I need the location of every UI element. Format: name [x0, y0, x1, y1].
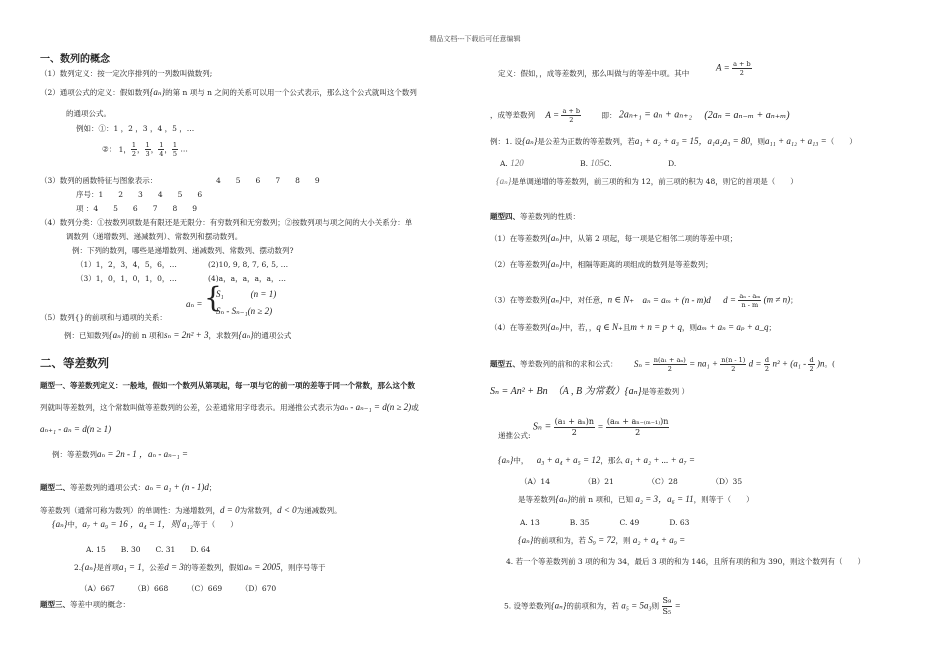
- seq-1: （1）1，2，3，4，5，6，…: [76, 260, 177, 269]
- type4: 题型四、等差数列的性质：: [490, 212, 580, 221]
- seq-4: (4)a，a，a，a，a，…: [208, 274, 286, 283]
- piecewise-top: S₁ (n = 1): [216, 289, 277, 299]
- item-5: （5）数列{}的前项和与通项的关系：: [40, 313, 167, 322]
- mean-formula: A = $\frac{a + b}{2}$: [716, 60, 751, 77]
- separator: ，: [164, 144, 172, 154]
- type3: 题型三、等差中项的概念：: [40, 600, 130, 609]
- page-header: 精品文档---下载后可任意编辑: [429, 35, 521, 43]
- type1-example: 例：等差数列aₙ = 2n - 1 ，aₙ - aₙ₋₁ =: [52, 449, 188, 459]
- formula: {aₙ}: [149, 87, 166, 97]
- item-2-cont: 的通项公式。: [66, 109, 111, 118]
- exercise-2: 是等差数列{aₙ}的前 n 项和，已知 a₂ = 3，a₆ = 11，则等于（ ）: [518, 494, 754, 504]
- property-3: （3）在等差数列{aₙ}中，对任意，n ∈ N₊ aₙ = aₘ + (n - m)d d = $\frac{\text{aₙ - aₘ}}{n - m}$ (m ≠ n)；: [490, 292, 798, 309]
- question-2: 2.{aₙ}是首项a₁ = 1，公差d = 3的等差数列，假如aₙ = 2005，则序号等于: [74, 562, 326, 572]
- seq-3: （3）1，0，1，0，1，0，…: [76, 274, 177, 283]
- section-title-arithmetic: 二、等差数列: [40, 356, 109, 370]
- question-1: {aₙ}中，a₇ + a₉ = 16 ，a₄ = 1，则 a₁₂等于（ ）: [52, 519, 238, 529]
- mean-example-1: 例：1. 设{aₙ}是公差为正数的等差数列，若a₁ + a₂ + a₃ = 15，a₁a₂a₃ = 80，则a₁₁ + a₁₂ + a₁₃ =（ ）: [490, 136, 857, 146]
- property-1: （1）在等差数列{aₙ}中，从第 2 项起，每一项是它相邻二项的等差中项；: [490, 233, 738, 243]
- example-2: ②： 1， $\frac{1}{2}$ ， $\frac{1}{3}$ ， $\frac{1}{4}$ ， $\frac{1}{5}$ …: [102, 141, 188, 158]
- exercise-4: 4. 若一个等差数列前 3 项的和为 34，最后 3 项的和为 146，且所有项的和为 390，则这个数列有（ ）: [506, 557, 865, 566]
- mean-definition: 定义：假如，，成等差数列，那么叫做与的等差中项。其中: [498, 69, 690, 78]
- seq-2: (2)10, 9, 8, 7, 6, 5, …: [208, 260, 289, 269]
- property-2: （2）在等差数列{aₙ}中，相隔等距离的项组成的数列是等差数列；: [490, 259, 713, 269]
- example-1: 例如：①：1 ，2 ，3 ，4 ，5 ，…: [76, 124, 195, 133]
- item-3: （3）数列的函数特征与图象表示：: [40, 176, 158, 185]
- piecewise-bottom: Sₙ - Sₙ₋₁(n ≥ 2): [216, 306, 273, 316]
- property-4: （4）在等差数列{aₙ}中，若，，q ∈ N₊且m + n = p + q，则aₘ + aₙ = aₚ + a_q；: [490, 322, 777, 332]
- quadratic-form: Sₙ = An² + Bn （A , B 为常数）{aₙ}是等差数列 ）: [490, 386, 690, 397]
- item-3-numbers: 4 5 6 7 8 9: [216, 176, 320, 185]
- exercise-1: {aₙ}中， a₃ + a₄ + a₅ = 12，那么 a₁ + a₂ + ... + a₇ =: [498, 455, 695, 465]
- fraction-term: $\frac{1}{3}$: [145, 141, 150, 158]
- fraction-term: $\frac{1}{4}$: [159, 141, 164, 158]
- type5: 题型五、等差数列的前和的求和公式： Sₙ = $\frac{\text{n(a₁ + aₙ)}}{2}$ = na₁ + $\frac{n(n - 1)}{2}$ d = $\frac{d}{2}$ n² + (a₁ - $\frac{d}{2}$ )n。(: [490, 356, 835, 373]
- exercise-2-options: A. 13 B. 35 C. 49 D. 63: [520, 518, 690, 527]
- exercise-1-options: （A）14 （B）21 （C）28 （D）35: [520, 477, 743, 486]
- separator: ，: [137, 144, 145, 154]
- question-1-options: A. 15 B. 30 C. 31 D. 64: [86, 545, 211, 554]
- brace: {: [204, 281, 222, 314]
- item-row: 项 ：4 5 6 7 8 9: [76, 204, 198, 213]
- piecewise-lhs: aₙ =: [186, 299, 203, 309]
- type2: 题型二、等差数列的通项公式：aₙ = a₁ + (n - 1)d；: [40, 482, 217, 492]
- item-5-example: 例：已知数列{aₙ}的前 n 项和sₙ = 2n² + 3，求数列{aₙ}的通项公式: [64, 330, 292, 340]
- item-4-example: 例：下列的数列，哪些是递增数列、递减数列、常数列、摆动数列?: [72, 246, 294, 255]
- section-title-sequence-concept: 一、数列的概念: [40, 54, 110, 65]
- exercise-5: 5. 设等差数列{aₙ}的前项和为，若 a₅ = 5a₃则 $\frac{\text{S₉}}{\text{S₅}}$ =: [504, 596, 681, 616]
- fraction-term: 1: [118, 144, 124, 154]
- item-1: （1）数列定义：按一定次序排列的一列数叫做数列;: [40, 69, 213, 78]
- monotonicity: 等差数列（通常可称为数列）的单调性：为递增数列，d = 0为常数列，d < 0为递减数列。: [40, 505, 342, 515]
- type1-line1: 题型一、等差数列定义：一般地，假如一个数列从第项起，每一项与它的前一项的差等于同一个常数，那么这个数: [40, 381, 415, 390]
- recurrence: 递推公式: Sₙ = $\frac{\text{(a₁ + aₙ)n}}{2}$ = $\frac{\text{(aₘ + aₙ₋₍ₘ₋₁₎)n}}{2}$: [498, 417, 669, 440]
- item-4: （4）数列分类：①按数列项数是有限还是无限分：有穷数列和无穷数列；②按数列项与项之间的大小关系分：单: [40, 218, 413, 227]
- separator: ，: [150, 144, 159, 154]
- fraction-term: $\frac{1}{2}$: [131, 141, 137, 158]
- separator: ，: [123, 144, 131, 154]
- index-row: 序号：1 2 3 4 5 6: [76, 190, 203, 199]
- question-2-options: （A）667 （B）668 （C）669 （D）670: [80, 584, 277, 593]
- type1-formula: aₙ₊₁ - aₙ = d(n ≥ 1): [40, 424, 112, 434]
- mean-example-1-options: A. 120 B. 105C. D.: [500, 158, 677, 168]
- item-4-cont: 调数列（递增数列、递减数列）、常数列和摆动数列。: [66, 232, 243, 241]
- exercise-3: {aₙ}的前项和为，若 S₉ = 72，则 a₂ + a₄ + a₉ =: [518, 535, 686, 545]
- type1-line2: 列就叫等差数列，这个常数叫做等差数列的公差，公差通常用字母表示。用递推公式表示为aₙ - aₙ₋₁ = d(n ≥ 2)或: [40, 402, 419, 412]
- fraction-term: $\frac{1}{5}$: [172, 141, 177, 158]
- item-2: （2）通项公式的定义：假如数列{aₙ}的第 n 项与 n 之间的关系可以用一个公式表示，那么这个公式就叫这个数列: [40, 87, 417, 97]
- mean-relation: ，成等差数列 A = $\frac{a + b}{2}$ 即： 2aₙ₊₁ = aₙ + aₙ₊₂ (2aₙ = aₙ₋ₘ + aₙ₊ₘ): [490, 107, 790, 124]
- mean-example-2: {aₙ}是单调递增的等差数列，前三项的和为 12，前三项的积为 48，则它的首项是（ ）: [496, 176, 798, 186]
